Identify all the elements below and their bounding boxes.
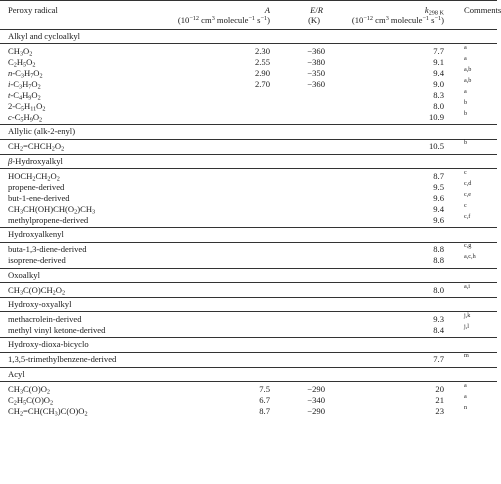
- radical-name: methacrolein-derived: [8, 314, 82, 324]
- comment-refs: c: [464, 168, 467, 176]
- section-subrule: [0, 352, 497, 353]
- comment-refs: b: [464, 99, 468, 106]
- e-over-r-value: −350: [307, 68, 325, 78]
- k298-value: 9.4: [433, 203, 444, 214]
- header-k298-unit: ($10^{-12}$ $cm^3$ molecule$^{-1}$ $s^{-1}$): [351, 15, 444, 25]
- table-row: [0, 325, 497, 336]
- header-er-symbol: E/R: [310, 5, 323, 15]
- radical-name: $C_2H_5O_2$: [8, 57, 36, 69]
- radical-name: $C_2H_5C(O)O_2$: [8, 394, 54, 407]
- k298-value: 23: [435, 405, 444, 416]
- a-value: 8.7: [259, 405, 270, 416]
- k298-value: 8.8: [433, 255, 444, 266]
- a-value: 2.90: [254, 68, 270, 78]
- e-over-r-value: −360: [307, 79, 325, 89]
- a-value: 2.55: [254, 57, 270, 67]
- table-row: [0, 68, 497, 79]
- table-row: [0, 403, 497, 418]
- e-over-r-value: −360: [307, 46, 325, 56]
- comment-refs: a: [464, 44, 467, 51]
- k298-value: 9.6: [433, 192, 444, 203]
- a-value: 2.30: [254, 46, 270, 56]
- comment-refs: c,g: [464, 242, 472, 250]
- comment-refs: a: [464, 392, 467, 400]
- section-subrule: [0, 168, 497, 169]
- e-over-r-value: −340: [307, 394, 325, 405]
- k298-value: 9.6: [433, 214, 444, 225]
- section-title: Oxoalkyl: [8, 269, 40, 280]
- e-over-r-value: −380: [307, 57, 325, 67]
- section-rule: [0, 227, 497, 228]
- comment-refs: c,e: [464, 190, 472, 198]
- header-er-unit: (K): [308, 15, 320, 25]
- table-row: [0, 381, 497, 396]
- k298-value: 9.4: [433, 68, 444, 78]
- radical-name: buta-1,3-diene-derived: [8, 244, 87, 255]
- comment-refs: a: [464, 381, 467, 389]
- comment-refs: n: [464, 403, 468, 411]
- section-subrule: [0, 381, 497, 382]
- k298-value: 10.9: [428, 112, 444, 122]
- section-rule: [0, 124, 497, 125]
- k298-value: 8.8: [433, 244, 444, 255]
- table-header: [0, 3, 501, 27]
- table-row: [0, 179, 497, 193]
- radical-name: $CH_2=CH(CH_3)C(O)O_2$: [8, 405, 88, 418]
- radical-name: $CH_3CH(OH)CH(O_2)CH_3$: [8, 203, 96, 216]
- k298-value: 7.7: [433, 354, 444, 365]
- section-rule: [0, 268, 497, 269]
- section-subrule: [0, 43, 497, 44]
- radical-name: $HOCH_2CH_2O_2$: [8, 170, 60, 183]
- header-peroxy-radical: Peroxy radical: [8, 5, 58, 15]
- table-row: [0, 79, 497, 90]
- radical-name: methyl vinyl ketone-derived: [8, 325, 106, 335]
- comment-refs: a,b: [464, 66, 472, 73]
- comment-refs: a: [464, 88, 467, 95]
- radical-name: methylpropene-derived: [8, 214, 89, 225]
- table-row: [0, 141, 497, 152]
- table-row: [0, 255, 497, 266]
- comment-refs: a,i: [464, 282, 471, 290]
- k298-value: 8.7: [433, 170, 444, 181]
- radical-name: isoprene-derived: [8, 255, 66, 266]
- top-rule: [0, 0, 497, 1]
- comment-refs: j,k: [464, 312, 471, 319]
- k298-value: 10.5: [428, 141, 444, 152]
- comment-refs: a,c,h: [464, 253, 476, 261]
- radical-name: $c-C_5H_9O_2$: [8, 112, 43, 124]
- section-rule: [0, 337, 497, 338]
- radical-name: $t-C_4H_9O_2$: [8, 90, 41, 102]
- radical-name: $n-C_3H_7O_2$: [8, 68, 43, 80]
- section-header-hydroxyalkenyl: [0, 229, 497, 241]
- k298-value: 20: [435, 383, 444, 394]
- header-k298-symbol: $k_{298 K}$: [424, 5, 444, 17]
- comment-refs: c: [464, 201, 467, 209]
- radical-name: 1,3,5-trimethylbenzene-derived: [8, 354, 117, 365]
- section-header-alkyl-and-cycloalkyl: [0, 31, 497, 43]
- section-rule: [0, 297, 497, 298]
- table-row: [0, 112, 497, 123]
- header-a-symbol: A: [264, 5, 270, 15]
- k298-value: 9.1: [433, 57, 444, 67]
- e-over-r-value: −290: [307, 405, 325, 416]
- comment-refs: a: [464, 55, 467, 62]
- table-row: [0, 212, 497, 226]
- radical-name: $CH_2=CHCH_2O_2$: [8, 141, 65, 153]
- section-title: Hydroxy-oxyalkyl: [8, 299, 72, 309]
- section-subrule: [0, 311, 497, 312]
- section-header-hydroxy-dioxa-bicyclo: [0, 339, 497, 351]
- table-row: [0, 282, 497, 297]
- table-row: [0, 46, 497, 57]
- section-subrule: [0, 139, 497, 140]
- k298-value: 7.7: [433, 46, 444, 56]
- header-comments: Comments: [464, 5, 501, 15]
- table-row: [0, 244, 497, 255]
- a-value: 2.70: [254, 79, 270, 89]
- header-a-unit: ($10^{-12}$ $cm^3$ molecule$^{-1}$ $s^{-1}$): [177, 15, 270, 25]
- section-title: Acyl: [8, 368, 25, 379]
- section-title: β-Hydroxyalkyl: [8, 155, 63, 166]
- table-row: [0, 101, 497, 112]
- section-header-hydroxyalkyl: [0, 156, 497, 168]
- comment-refs: b: [464, 110, 468, 117]
- k298-value: 8.3: [433, 90, 444, 100]
- section-header-allylic-alk-2-enyl: [0, 126, 497, 138]
- section-subrule: [0, 242, 497, 243]
- a-value: 6.7: [259, 394, 270, 405]
- section-subrule: [0, 282, 497, 283]
- radical-name: $CH_3C(O)CH_2O_2$: [8, 284, 66, 297]
- section-header-acyl: [0, 369, 497, 381]
- k298-value: 8.0: [433, 101, 444, 111]
- table-row: [0, 57, 497, 68]
- comment-refs: a,b: [464, 77, 472, 84]
- radical-name: $2-C_5H_{11}O_2$: [8, 101, 46, 113]
- section-title: Hydroxyalkenyl: [8, 229, 64, 240]
- table-row: [0, 354, 497, 365]
- comment-refs: m: [464, 352, 469, 360]
- table-row: [0, 392, 497, 407]
- k298-value: 9.3: [433, 314, 444, 324]
- k298-value: 8.4: [433, 325, 444, 335]
- k298-value: 9.0: [433, 79, 444, 89]
- section-rule: [0, 154, 497, 155]
- table-row: [0, 190, 497, 204]
- a-value: 7.5: [259, 383, 270, 394]
- table-row: [0, 90, 497, 101]
- radical-name: propene-derived: [8, 181, 65, 192]
- section-header-oxoalkyl: [0, 270, 497, 282]
- comment-refs: c,d: [464, 179, 472, 187]
- k298-value: 21: [435, 394, 444, 405]
- section-rule: [0, 29, 497, 30]
- k298-value: 9.5: [433, 181, 444, 192]
- comment-refs: c,f: [464, 212, 471, 220]
- k298-value: 8.0: [433, 284, 444, 295]
- radical-name: $CH_3C(O)O_2$: [8, 383, 51, 396]
- radical-name: $i-C_3H_7O_2$: [8, 79, 41, 91]
- comment-refs: b: [464, 139, 468, 147]
- radical-name: but-1-ene-derived: [8, 192, 70, 203]
- section-title: Hydroxy-dioxa-bicyclo: [8, 339, 89, 350]
- radical-name: $CH_3O_2$: [8, 46, 33, 58]
- table-row: [0, 314, 497, 325]
- section-header-hydroxy-oxyalkyl: [0, 299, 497, 311]
- section-title: Allylic (alk-2-enyl): [8, 126, 76, 137]
- e-over-r-value: −290: [307, 383, 325, 394]
- section-title: Alkyl and cycloalkyl: [8, 31, 81, 41]
- comment-refs: j,l: [464, 323, 469, 330]
- section-rule: [0, 367, 497, 368]
